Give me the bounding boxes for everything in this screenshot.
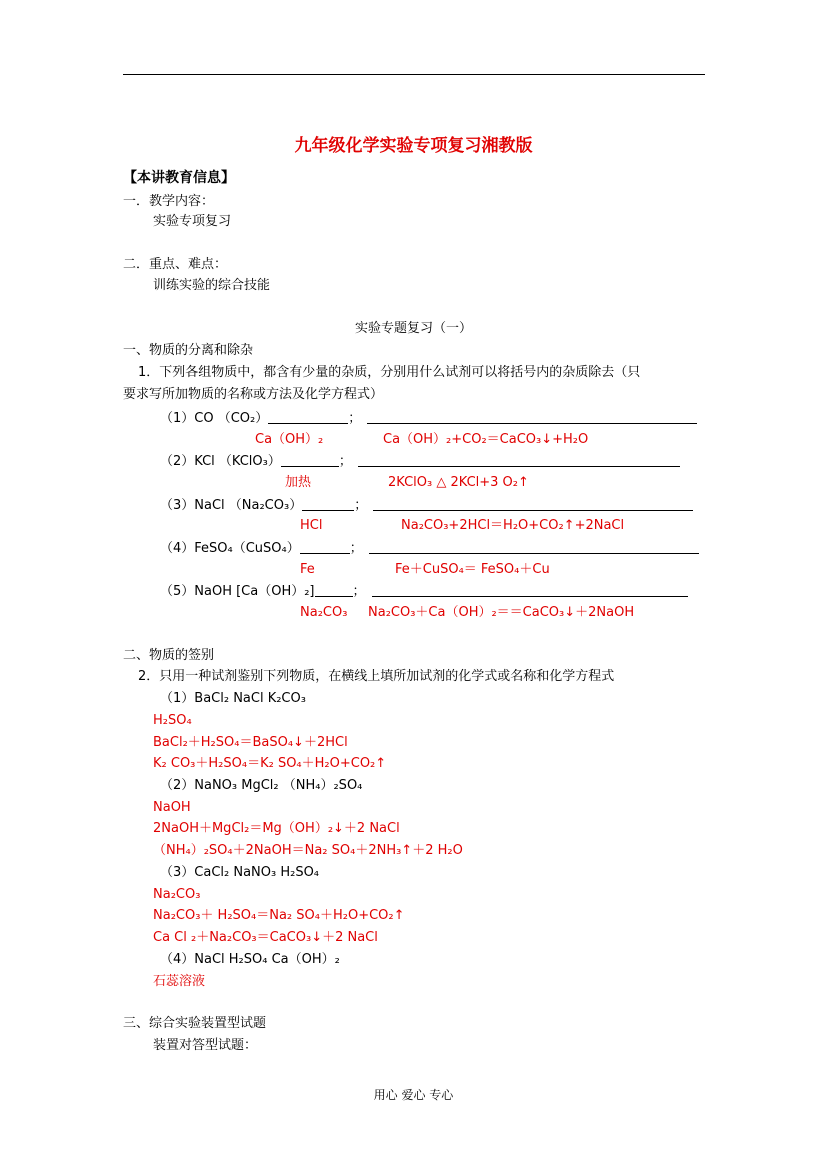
item-2-answer-reagent: 加热: [285, 475, 312, 490]
group-3-label: （3）CaCl₂ NaNO₃ H₂SO₄: [160, 865, 320, 880]
section1-content: 实验专项复习: [153, 214, 232, 229]
group-4-label: （4）NaCl H₂SO₄ Ca（OH）₂: [160, 952, 340, 967]
group-1-equation-1: BaCl₂＋H₂SO₄＝BaSO₄↓＋2HCl: [153, 735, 348, 750]
part3-content: 装置对答型试题：: [153, 1038, 258, 1053]
item-4-answer-reagent: Fe: [300, 562, 315, 577]
item-2-blank-equation[interactable]: [358, 452, 680, 467]
item-5-label: （5）NaOH [Ca（OH）₂]: [160, 584, 315, 599]
group-3-equation-1: Na₂CO₃＋ H₂SO₄＝Na₂ SO₄＋H₂O+CO₂↑: [153, 908, 405, 923]
item-1-label: （1）CO （CO₂）: [160, 411, 269, 426]
group-1-label: （1）BaCl₂ NaCl K₂CO₃: [160, 691, 306, 706]
group-1-reagent: H₂SO₄: [153, 713, 192, 728]
section1-heading: 一．教学内容：: [123, 194, 215, 209]
item-3-row: （3）NaCl （Na₂CO₃） ；: [160, 496, 693, 514]
group-2-label: （2）NaNO₃ MgCl₂ （NH₄）₂SO₄: [160, 778, 363, 793]
item-5-blank-reagent[interactable]: [315, 582, 353, 597]
item-1-answer-reagent: Ca（OH）₂: [255, 432, 324, 447]
item-4-blank-reagent[interactable]: [300, 539, 350, 554]
section2-content: 训练实验的综合技能: [153, 278, 271, 293]
part2-heading: 二、物质的签别: [123, 648, 215, 663]
item-1-row: （1）CO （CO₂） ；: [160, 409, 697, 427]
part1-heading: 一、物质的分离和除杂: [123, 343, 254, 358]
item-4-answer-equation: Fe＋CuSO₄＝ FeSO₄＋Cu: [395, 562, 550, 577]
item-3-blank-reagent[interactable]: [302, 496, 354, 511]
header-rule: [123, 74, 705, 75]
item-1-blank-equation[interactable]: [367, 409, 697, 424]
footer: 用心 爱心 专心: [373, 1088, 454, 1102]
item-5-answer-reagent: Na₂CO₃: [300, 605, 348, 620]
group-3-equation-2: Ca Cl ₂＋Na₂CO₃＝CaCO₃↓＋2 NaCl: [153, 930, 378, 945]
item-5-answer-equation: Na₂CO₃＋Ca（OH）₂＝＝CaCO₃↓＋2NaOH: [368, 605, 635, 620]
group-2-reagent: NaOH: [153, 800, 191, 815]
page-title: 九年级化学实验专项复习湘教版: [294, 136, 533, 156]
item-3-answer-equation: Na₂CO₃+2HCl＝H₂O+CO₂↑+2NaCl: [401, 518, 625, 533]
group-1-equation-2: K₂ CO₃＋H₂SO₄＝K₂ SO₄＋H₂O+CO₂↑: [153, 756, 387, 771]
item-2-blank-reagent[interactable]: [281, 452, 339, 467]
group-2-equation-2: （NH₄）₂SO₄＋2NaOH＝Na₂ SO₄＋2NH₃↑＋2 H₂O: [153, 843, 463, 858]
group-3-reagent: Na₂CO₃: [153, 887, 201, 902]
item-5-row: （5）NaOH [Ca（OH）₂] ；: [160, 582, 688, 600]
section2-heading: 二．重点、难点：: [123, 257, 228, 272]
item-4-label: （4）FeSO₄（CuSO₄）: [160, 541, 300, 556]
item-1-answer-equation: Ca（OH）₂+CO₂＝CaCO₃↓+H₂O: [383, 432, 589, 447]
item-4-row: （4）FeSO₄（CuSO₄） ；: [160, 539, 699, 557]
item-3-label: （3）NaCl （Na₂CO₃）: [160, 498, 303, 513]
item-5-blank-equation[interactable]: [372, 582, 688, 597]
subtitle: 实验专题复习（一）: [354, 321, 472, 336]
group-4-reagent: 石蕊溶液: [153, 974, 206, 989]
item-4-blank-equation[interactable]: [369, 539, 699, 554]
item-3-answer-reagent: HCl: [300, 518, 323, 533]
item-2-row: （2）KCl （KClO₃） ；: [160, 452, 680, 470]
item-2-answer-equation: 2KClO₃ △ 2KCl+3 O₂↑: [388, 475, 529, 490]
info-heading: 【本讲教育信息】: [123, 170, 235, 186]
part2-question: 2．只用一种试剂鉴别下列物质，在横线上填所加试剂的化学式或名称和化学方程式: [138, 669, 615, 684]
item-3-blank-equation[interactable]: [373, 496, 693, 511]
item-1-blank-reagent[interactable]: [268, 409, 348, 424]
group-2-equation-1: 2NaOH＋MgCl₂＝Mg（OH）₂↓＋2 NaCl: [153, 821, 400, 836]
part1-question-line1: 1．下列各组物质中，都含有少量的杂质，分别用什么试剂可以将括号内的杂质除去（只: [138, 365, 641, 380]
part3-heading: 三、综合实验装置型试题: [123, 1016, 267, 1031]
part1-question-line2: 要求写所加物质的名称或方法及化学方程式）: [123, 387, 384, 402]
item-2-label: （2）KCl （KClO₃）: [160, 454, 281, 469]
